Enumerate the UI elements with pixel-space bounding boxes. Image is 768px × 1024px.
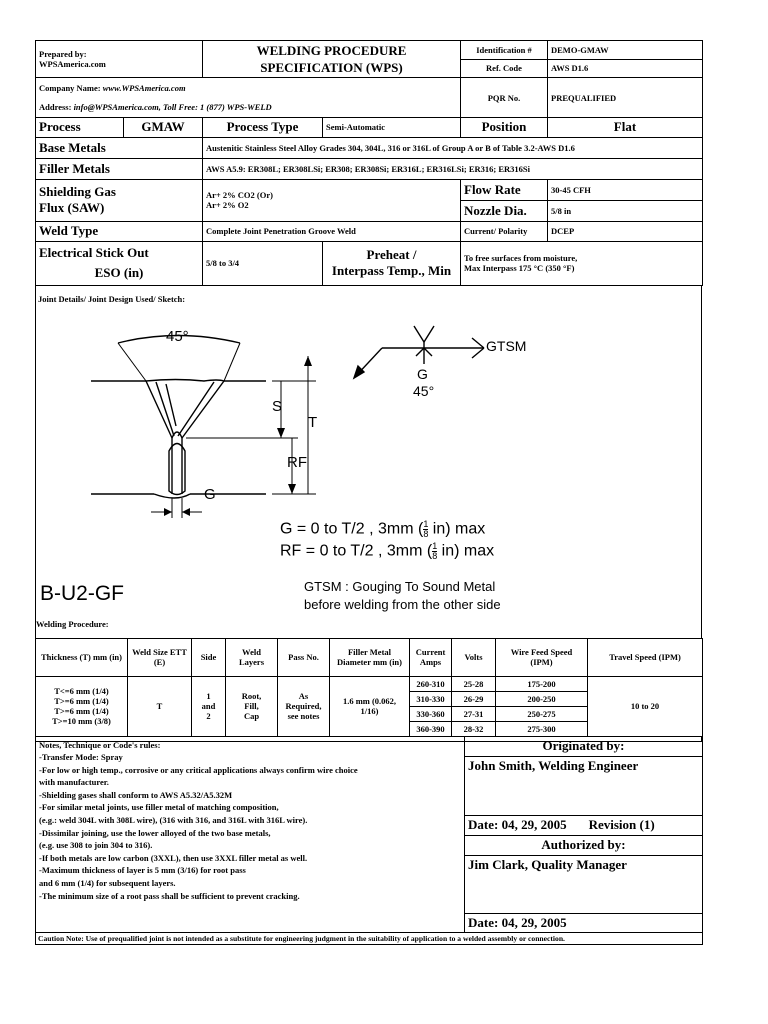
g-label: G [204, 485, 216, 503]
title-line-1: WELDING PROCEDURE [256, 43, 407, 58]
process-type-value: Semi-Automatic [323, 118, 461, 137]
g-frac-num: 1 [423, 518, 429, 529]
ref-code-value: AWS D1.6 [548, 59, 703, 78]
s-label: S [272, 397, 283, 415]
g-left-arrowhead [164, 508, 172, 516]
base-metals-label: Base Metals [36, 137, 203, 158]
position-value: Flat [548, 118, 703, 137]
base-metals-value: Austenitic Stainless Steel Alloy Grades 304, 304L, 316 or 316L of Group A or B of Table 3.2-AWS D1.6 [203, 137, 703, 158]
eso-value: 5/8 to 3/4 [203, 241, 323, 285]
layers-line: Root, [241, 691, 262, 701]
notes-line: -Dissimilar joining, use the lower alloyed of the two base metals, [39, 827, 271, 838]
angle-leg-left [118, 343, 146, 381]
shielding-gas-value [203, 179, 461, 221]
rf-frac-den: 8 [432, 550, 438, 561]
col-weld-size: Weld Size ETT (E) [128, 638, 192, 676]
sketch-label: Joint Details/ Joint Design Used/ Sketch: [38, 293, 186, 304]
preheat-label [323, 241, 461, 285]
process-type-label: Process Type [203, 118, 323, 137]
procedure-table [35, 638, 703, 737]
rf-formula [280, 542, 494, 561]
g-right-arrowhead [182, 508, 190, 516]
notes-line: -For similar metal joints, use filler metal of matching composition, [39, 802, 279, 813]
shielding-gas-cell [36, 179, 203, 221]
symbol-arrowhead [354, 366, 364, 378]
side-line: and [201, 701, 216, 711]
side-cell [192, 676, 226, 736]
authorized-date: Date: 04, 29, 2005 [465, 913, 703, 932]
shielding-gas-line-2: Ar+ 2% O2 [206, 200, 249, 210]
position-label: Position [461, 118, 548, 137]
rf-formula-text: RF = 0 to T/2 , 3mm ( [280, 542, 433, 560]
col-travel: Travel Speed (IPM) [588, 638, 703, 676]
weld-type-label: Weld Type [36, 221, 203, 241]
originated-name: John Smith, Welding Engineer [465, 756, 703, 815]
wfs-value: 250-275 [496, 706, 588, 721]
col-wfs: Wire Feed Speed (IPM) [496, 638, 588, 676]
pass-line: see notes [287, 711, 320, 721]
col-filler: Filler Metal Diameter mm (in) [330, 638, 410, 676]
fill-passes [156, 382, 214, 436]
pass-line: As [298, 691, 309, 701]
preheat-value [461, 241, 703, 285]
welding-procedure-label: Welding Procedure: [36, 618, 109, 629]
flow-rate-value: 30-45 CFH [548, 179, 703, 200]
t-label: T [308, 413, 318, 431]
originated-date: Date: 04, 29, 2005 [468, 817, 567, 832]
notes-line: with manufacturer. [39, 777, 109, 788]
company-value: www.WPSAmerica.com [102, 83, 186, 93]
flux-label: Flux (SAW) [39, 200, 105, 215]
col-side: Side [192, 638, 226, 676]
filler-line: 1.6 mm (0.062, [342, 696, 397, 706]
g-formula [280, 520, 485, 539]
volts-value: 25-28 [452, 676, 496, 691]
shielding-gas-label: Shielding Gas [39, 184, 116, 199]
process-table [35, 118, 703, 286]
document-title [203, 41, 461, 78]
volts-value: 28-32 [452, 721, 496, 736]
preheat-label-line-1: Preheat / [366, 247, 417, 262]
pass-cell [278, 676, 330, 736]
identification-value: DEMO-GMAW [548, 41, 703, 60]
header-table [35, 40, 703, 118]
notes-line: -If both metals are low carbon (3XXL), then use 3XXL filler metal as well. [39, 852, 308, 863]
pqr-value: PREQUALIFIED [548, 78, 703, 118]
layers-line: Fill, [244, 701, 259, 711]
col-thickness: Thickness (T) mm (in) [36, 638, 128, 676]
filler-line: 1/16) [360, 706, 379, 716]
wps-form [35, 40, 702, 961]
title-line-2: SPECIFICATION (WPS) [260, 60, 403, 75]
preheat-value-line-1: To free surfaces from moisture, [464, 253, 578, 263]
ref-code-label: Ref. Code [461, 59, 548, 78]
amps-value: 330-360 [410, 706, 452, 721]
volts-value: 26-29 [452, 691, 496, 706]
originated-label: Originated by: [465, 737, 703, 757]
prepared-by-label: Prepared by: [39, 49, 87, 59]
right-bevel [182, 381, 224, 438]
notes-line: -Maximum thickness of layer is 5 mm (3/16) for root pass [39, 865, 246, 876]
gtsm-note-line-2: before welding from the other side [304, 596, 501, 612]
angle-leg-right [224, 343, 240, 381]
preheat-label-line-2: Interpass Temp., Min [331, 263, 452, 278]
wfs-value: 175-200 [496, 676, 588, 691]
address-value: info@WPSAmerica.com, Toll Free: 1 (877) WPS-WELD [73, 102, 272, 112]
s-arrowhead [277, 428, 285, 438]
weld-cap [146, 379, 224, 381]
current-polarity-label: Current/ Polarity [461, 221, 548, 241]
flow-rate-label: Flow Rate [461, 179, 548, 200]
back-weld [154, 494, 190, 498]
shielding-gas-line-1: Ar+ 2% CO2 (Or) [206, 190, 273, 200]
thickness-line: T>=6 mm (1/4) [54, 696, 109, 706]
eso-label [36, 241, 203, 285]
wfs-value: 200-250 [496, 691, 588, 706]
filler-metals-value: AWS A5.9: ER308L; ER308LSi; ER308; ER308Si; ER316L; ER316LSi; ER316; ER316Si [203, 158, 703, 179]
t-arrowhead [304, 356, 312, 366]
amps-value: 310-330 [410, 691, 452, 706]
company-label: Company Name: [39, 83, 101, 93]
thickness-line: T>=6 mm (1/4) [54, 706, 109, 716]
preheat-value-line-2: Max Interpass 175 °C (350 °F) [464, 263, 575, 273]
nozzle-dia-value: 5/8 in [548, 200, 703, 221]
thickness-line: T<=6 mm (1/4) [54, 686, 109, 696]
g-formula-text: G = 0 to T/2 , 3mm ( [280, 520, 424, 538]
col-amps: Current Amps [410, 638, 452, 676]
originated-date-cell [465, 815, 703, 835]
joint-code: B-U2-GF [40, 581, 124, 605]
weld-size-cell: T [128, 676, 192, 736]
notes-line: Notes, Technique or Code's rules: [39, 739, 161, 750]
symbol-g-label: G [417, 365, 428, 382]
notes-cell [36, 737, 465, 933]
g-formula-end: in) max [428, 520, 486, 538]
weld-type-value: Complete Joint Penetration Groove Weld [203, 221, 461, 241]
col-volts: Volts [452, 638, 496, 676]
company-cell [36, 78, 461, 118]
symbol-groove-upper [414, 326, 434, 342]
g-frac-den: 8 [423, 528, 429, 539]
notes-line: (e.g. use 308 to join 304 to 316). [39, 840, 153, 851]
identification-label: Identification # [461, 41, 548, 60]
current-polarity-value: DCEP [548, 221, 703, 241]
caution-note: Caution Note: Use of prequalified joint is not intended as a substitute for engineering judgment in the suitability of application to a welded assembly or connection. [36, 932, 703, 944]
volts-value: 27-31 [452, 706, 496, 721]
amps-value: 360-390 [410, 721, 452, 736]
nozzle-dia-label: Nozzle Dia. [461, 200, 548, 221]
symbol-gtsm-label: GTSM [486, 337, 527, 354]
pqr-label: PQR No. [461, 78, 548, 118]
notes-table [35, 737, 703, 945]
travel-cell: 10 to 20 [588, 676, 703, 736]
filler-metals-label: Filler Metals [36, 158, 203, 179]
gtsm-note-line-1: GTSM : Gouging To Sound Metal [304, 578, 496, 594]
layers-line: Cap [243, 711, 260, 721]
wfs-value: 275-300 [496, 721, 588, 736]
amps-value: 260-310 [410, 676, 452, 691]
notes-line: -The minimum size of a root pass shall be sufficient to prevent cracking. [39, 890, 300, 901]
thickness-line: T>=10 mm (3/8) [52, 716, 111, 726]
process-label: Process [36, 118, 124, 137]
filler-cell [330, 676, 410, 736]
notes-line: and 6 mm (1/4) for subsequent layers. [39, 878, 176, 889]
side-line: 1 [206, 691, 211, 701]
address-label: Address: [39, 102, 72, 112]
rf-label: RF [287, 453, 307, 471]
col-pass: Pass No. [278, 638, 330, 676]
side-line: 2 [206, 711, 211, 721]
angle-label: 45° [166, 327, 189, 345]
process-value: GMAW [124, 118, 203, 137]
notes-line: -Shielding gases shall conform to AWS A5.32/A5.32M [39, 789, 233, 800]
authorized-name: Jim Clark, Quality Manager [465, 855, 703, 913]
rf-arrowhead [288, 484, 296, 494]
eso-label-line-2: ESO (in) [94, 265, 144, 280]
rf-frac-num: 1 [432, 540, 438, 551]
pass-line: Required, [285, 701, 322, 711]
thickness-cell [36, 676, 128, 736]
prepared-by-value: WPSAmerica.com [39, 59, 106, 69]
notes-line: -For low or high temp., corrosive or any critical applications always confirm wire choice [39, 764, 358, 775]
notes-line: (e.g.: weld 304L with 308L wire), (316 with 316, and 316L with 316L wire). [39, 815, 308, 826]
prepared-by-cell [36, 41, 203, 78]
eso-label-line-1: Electrical Stick Out [39, 245, 149, 260]
symbol-angle-label: 45° [413, 382, 435, 399]
revision: Revision (1) [588, 817, 655, 832]
authorized-label: Authorized by: [465, 835, 703, 855]
col-layers: Weld Layers [226, 638, 278, 676]
layers-cell [226, 676, 278, 736]
notes-line: -Transfer Mode: Spray [39, 752, 123, 763]
rf-formula-end: in) max [437, 542, 495, 560]
